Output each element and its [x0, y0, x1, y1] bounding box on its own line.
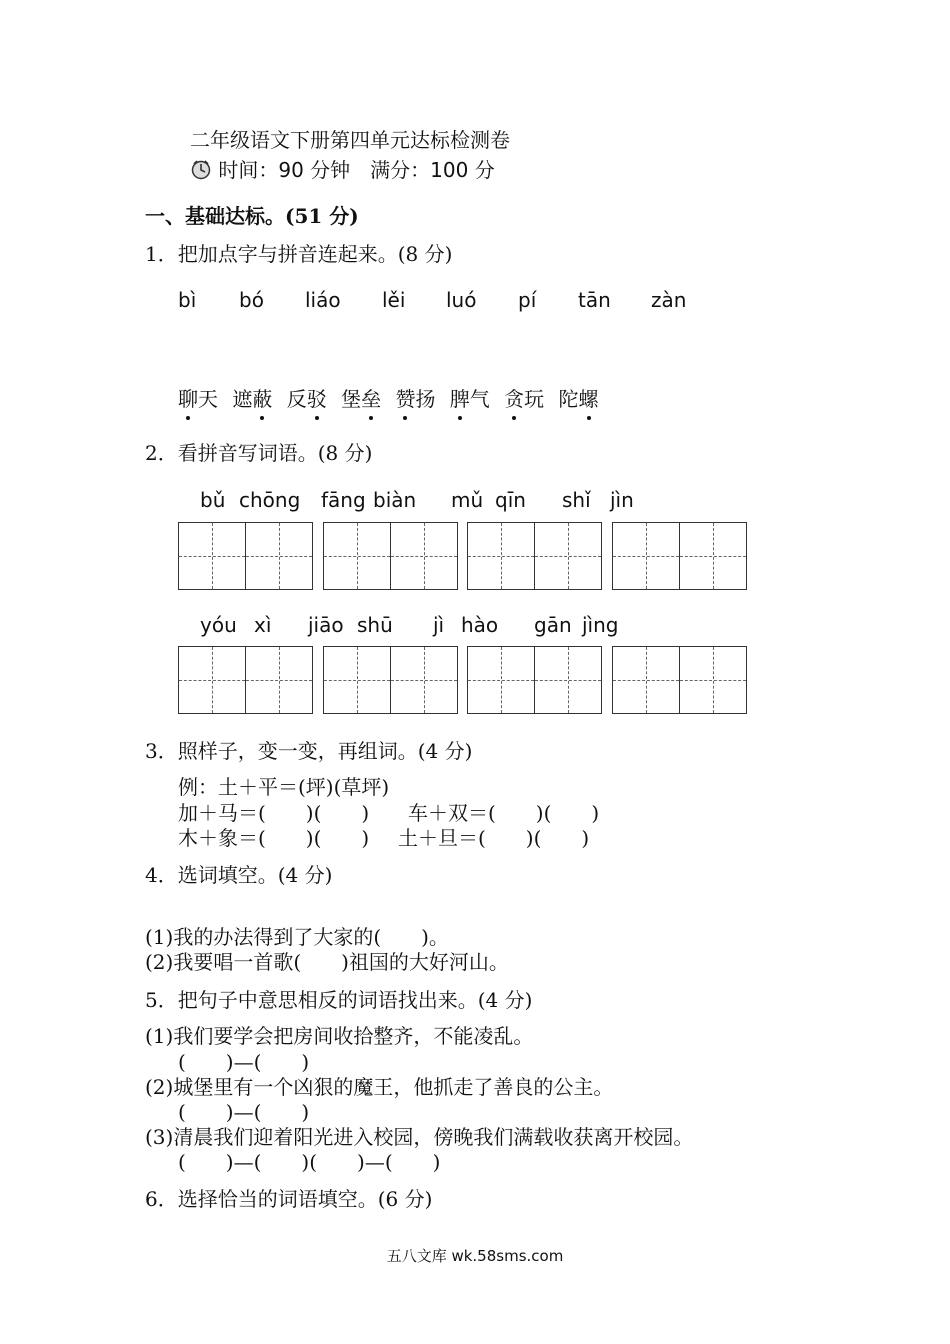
word: 赞扬 — [395, 387, 435, 411]
clock-icon — [190, 158, 212, 180]
q5-sentence: (2)城堡里有一个凶狠的魔王，他抓走了善良的公主。 — [145, 1075, 614, 1099]
writing-grid[interactable] — [323, 522, 458, 590]
pinyin: hào — [461, 613, 499, 637]
exam-meta — [190, 154, 495, 183]
pinyin: qīn — [495, 488, 526, 512]
pinyin: gān — [534, 613, 572, 637]
pinyin: bó — [239, 288, 264, 312]
q5-answer: ( )—( )( )—( ) — [178, 1150, 441, 1174]
q3-item: 木＋象＝( )( ) — [178, 826, 370, 850]
grid-cell[interactable] — [467, 646, 535, 714]
q4-sentence: (2)我要唱一首歌( )祖国的大好河山。 — [145, 950, 509, 974]
writing-grid[interactable] — [612, 646, 747, 714]
section-heading: 一、基础达标。(51 分) — [145, 204, 359, 228]
q2-title: 2．看拼音写词语。(8 分) — [145, 441, 373, 465]
pinyin: bì — [178, 288, 197, 312]
pinyin: shǐ — [562, 488, 591, 512]
writing-grid[interactable] — [323, 646, 458, 714]
pinyin: jì — [433, 613, 445, 637]
pinyin: zàn — [651, 288, 687, 312]
word: 遮蔽 — [232, 387, 272, 411]
pinyin: luó — [446, 288, 477, 312]
grid-cell[interactable] — [390, 646, 458, 714]
grid-cell[interactable] — [245, 646, 313, 714]
footer-watermark: 五八文库 wk.58sms.com — [386, 1247, 564, 1265]
word: 脾气 — [450, 387, 490, 411]
grid-cell[interactable] — [612, 522, 680, 590]
grid-cell[interactable] — [679, 646, 747, 714]
pinyin: jìn — [610, 488, 634, 512]
q2-pinyin-row-1 — [0, 488, 950, 514]
pinyin: mǔ — [451, 488, 484, 512]
pinyin: shū — [357, 613, 393, 637]
q3-item: 车＋双＝( )( ) — [408, 801, 600, 825]
q5-sentence: (1)我们要学会把房间收拾整齐，不能凌乱。 — [145, 1024, 534, 1048]
q1-pinyin-row — [0, 288, 950, 314]
grid-cell[interactable] — [245, 522, 313, 590]
word: 堡垒 — [341, 387, 381, 411]
grid-cell[interactable] — [467, 522, 535, 590]
q5-sentence: (3)清晨我们迎着阳光进入校园，傍晚我们满载收获离开校园。 — [145, 1125, 694, 1149]
q3-item: 土＋旦＝( )( ) — [398, 826, 590, 850]
exam-meta-text: 时间：90 分钟 满分：100 分 — [218, 158, 495, 182]
word: 聊天 — [178, 387, 218, 411]
grid-cell[interactable] — [390, 522, 458, 590]
grid-cell[interactable] — [612, 646, 680, 714]
grid-cell[interactable] — [178, 646, 246, 714]
word: 陀螺 — [559, 387, 599, 411]
q1-title: 1．把加点字与拼音连起来。(8 分) — [145, 242, 453, 266]
q5-answer: ( )—( ) — [178, 1050, 310, 1074]
pinyin: tān — [578, 288, 611, 312]
q4-title: 4．选词填空。(4 分) — [145, 863, 333, 887]
grid-cell[interactable] — [534, 646, 602, 714]
q3-example: 例：土＋平＝(坪)(草坪) — [178, 775, 390, 799]
q3-title: 3．照样子，变一变，再组词。(4 分) — [145, 739, 473, 763]
q5-title: 5．把句子中意思相反的词语找出来。(4 分) — [145, 988, 533, 1012]
pinyin: lěi — [382, 288, 406, 312]
pinyin: jiāo — [308, 613, 344, 637]
grid-cell[interactable] — [323, 522, 391, 590]
writing-grid[interactable] — [467, 646, 602, 714]
q1-word-row — [178, 383, 599, 412]
writing-grid[interactable] — [612, 522, 747, 590]
pinyin: liáo — [305, 288, 341, 312]
word: 贪玩 — [504, 387, 544, 411]
q5-answer: ( )—( ) — [178, 1100, 310, 1124]
writing-grid[interactable] — [178, 646, 313, 714]
word: 反驳 — [287, 387, 327, 411]
grid-cell[interactable] — [178, 522, 246, 590]
q4-sentence: (1)我的办法得到了大家的( )。 — [145, 925, 449, 949]
pinyin: bǔ — [200, 488, 226, 512]
q2-pinyin-row-2 — [0, 613, 950, 639]
pinyin: yóu — [200, 613, 237, 637]
pinyin: pí — [518, 288, 537, 312]
grid-cell[interactable] — [323, 646, 391, 714]
q3-item: 加＋马＝( )( ) — [178, 801, 370, 825]
pinyin: chōng — [239, 488, 301, 512]
q6-title: 6．选择恰当的词语填空。(6 分) — [145, 1187, 433, 1211]
writing-grid[interactable] — [467, 522, 602, 590]
pinyin: xì — [254, 613, 272, 637]
pinyin: fāng — [321, 488, 366, 512]
writing-grid[interactable] — [178, 522, 313, 590]
grid-cell[interactable] — [534, 522, 602, 590]
page-title: 二年级语文下册第四单元达标检测卷 — [190, 128, 510, 152]
pinyin: jìng — [582, 613, 619, 637]
pinyin: biàn — [373, 488, 417, 512]
grid-cell[interactable] — [679, 522, 747, 590]
